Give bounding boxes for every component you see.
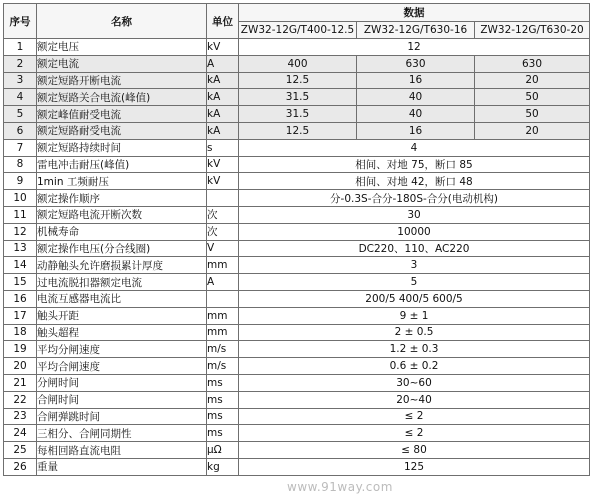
row-value: 20 <box>475 72 590 89</box>
table-row <box>4 442 590 459</box>
row-unit: kV <box>207 173 239 190</box>
header-unit: 单位 <box>207 4 239 39</box>
row-unit: kA <box>207 72 239 89</box>
row-name: 合闸时间 <box>37 391 207 408</box>
row-unit: ms <box>207 374 239 391</box>
row-number: 5 <box>4 106 37 123</box>
row-value: 31.5 <box>239 89 357 106</box>
table-row <box>4 240 590 257</box>
row-value: 5 <box>239 274 590 291</box>
row-name: 额定短路电流开断次数 <box>37 206 207 223</box>
table-row <box>4 72 590 89</box>
table-row <box>4 391 590 408</box>
row-name: 每相回路直流电阻 <box>37 442 207 459</box>
header-no: 序号 <box>4 4 37 39</box>
row-number: 19 <box>4 341 37 358</box>
row-number: 3 <box>4 72 37 89</box>
table-row <box>4 408 590 425</box>
table-row <box>4 290 590 307</box>
table-row <box>4 39 590 56</box>
row-name: 额定峰值耐受电流 <box>37 106 207 123</box>
row-number: 7 <box>4 139 37 156</box>
model-header: ZW32-12G/T630-16 <box>357 22 475 39</box>
row-name: 触头开距 <box>37 307 207 324</box>
table-row <box>4 425 590 442</box>
header-row <box>4 4 590 22</box>
row-number: 22 <box>4 391 37 408</box>
table-row <box>4 341 590 358</box>
table-row <box>4 89 590 106</box>
row-value: 相间、对地 75，断口 85 <box>239 156 590 173</box>
table-row <box>4 173 590 190</box>
row-name: 触头超程 <box>37 324 207 341</box>
row-number: 2 <box>4 55 37 72</box>
row-value: 31.5 <box>239 106 357 123</box>
table-row <box>4 274 590 291</box>
row-name: 平均合闸速度 <box>37 358 207 375</box>
model-header: ZW32-12G/T400-12.5 <box>239 22 357 39</box>
row-name: 动静触头允许磨损累计厚度 <box>37 257 207 274</box>
row-value: 16 <box>357 122 475 139</box>
table-row <box>4 106 590 123</box>
row-number: 21 <box>4 374 37 391</box>
row-unit: A <box>207 55 239 72</box>
row-unit: 次 <box>207 223 239 240</box>
row-number: 18 <box>4 324 37 341</box>
row-value: 12.5 <box>239 122 357 139</box>
row-name: 额定电流 <box>37 55 207 72</box>
table-row <box>4 324 590 341</box>
row-name: 1min 工频耐压 <box>37 173 207 190</box>
row-unit: kV <box>207 156 239 173</box>
row-name: 过电流脱扣器额定电流 <box>37 274 207 291</box>
row-value: DC220、110、AC220 <box>239 240 590 257</box>
row-number: 8 <box>4 156 37 173</box>
row-value: 30 <box>239 206 590 223</box>
row-unit <box>207 290 239 307</box>
row-name: 额定短路关合电流(峰值) <box>37 89 207 106</box>
row-unit: ms <box>207 408 239 425</box>
row-unit <box>207 190 239 207</box>
row-value: 20 <box>475 122 590 139</box>
row-value: ≤ 2 <box>239 425 590 442</box>
row-name: 额定操作顺序 <box>37 190 207 207</box>
row-number: 23 <box>4 408 37 425</box>
row-value: 12 <box>239 39 590 56</box>
row-name: 雷电冲击耐压(峰值) <box>37 156 207 173</box>
row-unit: s <box>207 139 239 156</box>
row-value: 4 <box>239 139 590 156</box>
row-number: 4 <box>4 89 37 106</box>
header-data: 数据 <box>239 4 590 22</box>
row-value: 30~60 <box>239 374 590 391</box>
header-name: 名称 <box>37 4 207 39</box>
row-name: 额定电压 <box>37 39 207 56</box>
table-row <box>4 206 590 223</box>
row-value: 630 <box>357 55 475 72</box>
row-unit: ms <box>207 425 239 442</box>
row-unit: kV <box>207 39 239 56</box>
row-name: 额定短路开断电流 <box>37 72 207 89</box>
row-unit: mm <box>207 257 239 274</box>
row-number: 24 <box>4 425 37 442</box>
row-value: 0.6 ± 0.2 <box>239 358 590 375</box>
row-number: 14 <box>4 257 37 274</box>
table-row <box>4 55 590 72</box>
row-unit: mm <box>207 307 239 324</box>
row-value: 10000 <box>239 223 590 240</box>
table-row <box>4 156 590 173</box>
table-row <box>4 223 590 240</box>
row-value: ≤ 80 <box>239 442 590 459</box>
row-value: 分-0.3S-合分-180S-合分(电动机构) <box>239 190 590 207</box>
row-value: 20~40 <box>239 391 590 408</box>
table-row <box>4 358 590 375</box>
row-number: 1 <box>4 39 37 56</box>
row-value: 50 <box>475 89 590 106</box>
row-number: 10 <box>4 190 37 207</box>
row-value: 12.5 <box>239 72 357 89</box>
row-value: 3 <box>239 257 590 274</box>
row-name: 机械寿命 <box>37 223 207 240</box>
row-value: 50 <box>475 106 590 123</box>
row-value: 125 <box>239 458 590 475</box>
row-value: 9 ± 1 <box>239 307 590 324</box>
row-number: 11 <box>4 206 37 223</box>
row-value: 630 <box>475 55 590 72</box>
spec-table <box>3 3 590 476</box>
row-name: 平均分闸速度 <box>37 341 207 358</box>
table-row <box>4 307 590 324</box>
row-unit: kA <box>207 89 239 106</box>
row-name: 分闸时间 <box>37 374 207 391</box>
row-unit: 次 <box>207 206 239 223</box>
row-unit: ms <box>207 391 239 408</box>
row-unit: μΩ <box>207 442 239 459</box>
row-number: 13 <box>4 240 37 257</box>
row-number: 6 <box>4 122 37 139</box>
row-unit: kg <box>207 458 239 475</box>
model-header: ZW32-12G/T630-20 <box>475 22 590 39</box>
table-row <box>4 458 590 475</box>
row-number: 20 <box>4 358 37 375</box>
row-value: 16 <box>357 72 475 89</box>
row-value: 1.2 ± 0.3 <box>239 341 590 358</box>
watermark: www.91way.com <box>287 480 393 494</box>
row-number: 25 <box>4 442 37 459</box>
table-row <box>4 257 590 274</box>
row-value: 2 ± 0.5 <box>239 324 590 341</box>
row-name: 额定短路耐受电流 <box>37 122 207 139</box>
row-unit: V <box>207 240 239 257</box>
row-number: 16 <box>4 290 37 307</box>
row-unit: mm <box>207 324 239 341</box>
table-row <box>4 139 590 156</box>
row-number: 15 <box>4 274 37 291</box>
row-name: 重量 <box>37 458 207 475</box>
row-value: 相间、对地 42，断口 48 <box>239 173 590 190</box>
row-name: 合闸弹跳时间 <box>37 408 207 425</box>
row-number: 17 <box>4 307 37 324</box>
table-row <box>4 190 590 207</box>
row-unit: m/s <box>207 358 239 375</box>
row-number: 26 <box>4 458 37 475</box>
row-unit: m/s <box>207 341 239 358</box>
row-number: 12 <box>4 223 37 240</box>
table-row <box>4 374 590 391</box>
row-name: 电流互感器电流比 <box>37 290 207 307</box>
row-unit: kA <box>207 106 239 123</box>
row-name: 三相分、合闸同期性 <box>37 425 207 442</box>
row-unit: kA <box>207 122 239 139</box>
row-unit: A <box>207 274 239 291</box>
row-value: 200/5 400/5 600/5 <box>239 290 590 307</box>
row-number: 9 <box>4 173 37 190</box>
row-name: 额定操作电压(分合线圈) <box>37 240 207 257</box>
row-value: ≤ 2 <box>239 408 590 425</box>
row-value: 40 <box>357 89 475 106</box>
row-name: 额定短路持续时间 <box>37 139 207 156</box>
row-value: 400 <box>239 55 357 72</box>
table-row <box>4 122 590 139</box>
table-body <box>4 39 590 476</box>
row-value: 40 <box>357 106 475 123</box>
